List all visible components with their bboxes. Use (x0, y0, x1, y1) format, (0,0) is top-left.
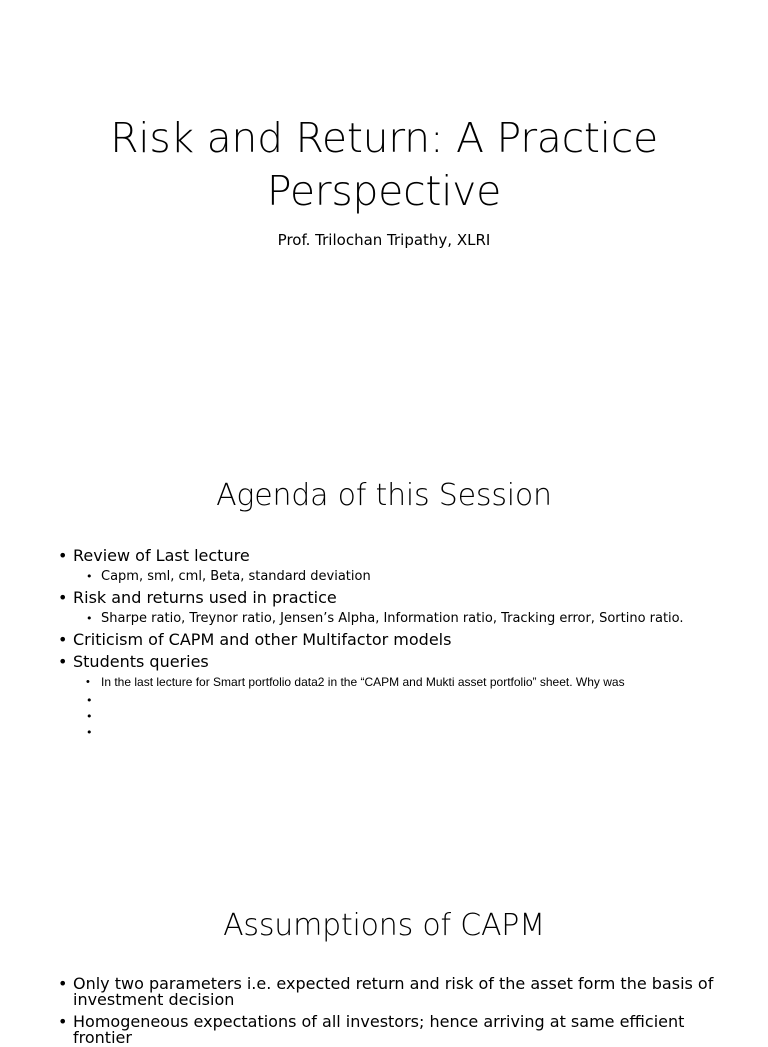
agenda-empty-bullet (86, 707, 728, 723)
agenda-slide (0, 432, 768, 862)
agenda-bullet-list (58, 545, 728, 739)
assumption-item: • Homogeneous expectations of all investors; hence arriving at same efficient frontier (58, 1014, 728, 1046)
agenda-subitem-query: • In the last lecture for Smart portfolio data2 in the “CAPM and Mukti asset portfolio” sheet. Why was (86, 673, 728, 691)
agenda-item-student-queries: • Students queries (58, 651, 728, 673)
presentation-title-line-2: Perspective (266, 167, 502, 215)
title-slide (0, 0, 768, 432)
agenda-empty-bullet (86, 723, 728, 739)
agenda-empty-bullet (86, 691, 728, 707)
capm-assumptions-slide (0, 862, 768, 1047)
presenter-subtitle: Prof. Trilochan Tripathy, XLRI (277, 231, 491, 249)
agenda-item-risk-returns: • Risk and returns used in practice (58, 587, 728, 609)
agenda-subitem-review-topics: • Capm, sml, cml, Beta, standard deviation (86, 567, 728, 587)
capm-assumptions-list (58, 976, 728, 1046)
agenda-item-criticism: • Criticism of CAPM and other Multifactor models (58, 629, 728, 651)
agenda-item-review: • Review of Last lecture (58, 545, 728, 567)
presentation-title-line-1: Risk and Return: A Practice (110, 114, 658, 162)
agenda-subitem-ratios: • Sharpe ratio, Treynor ratio, Jensen’s Alpha, Information ratio, Tracking error, Sortino ratio. (86, 609, 728, 629)
assumption-item: • Only two parameters i.e. expected return and risk of the asset form the basis of investment decision (58, 976, 728, 1008)
capm-assumptions-title: Assumptions of CAPM (223, 908, 545, 943)
presentation-title (0, 112, 768, 218)
agenda-title: Agenda of this Session (216, 478, 552, 513)
